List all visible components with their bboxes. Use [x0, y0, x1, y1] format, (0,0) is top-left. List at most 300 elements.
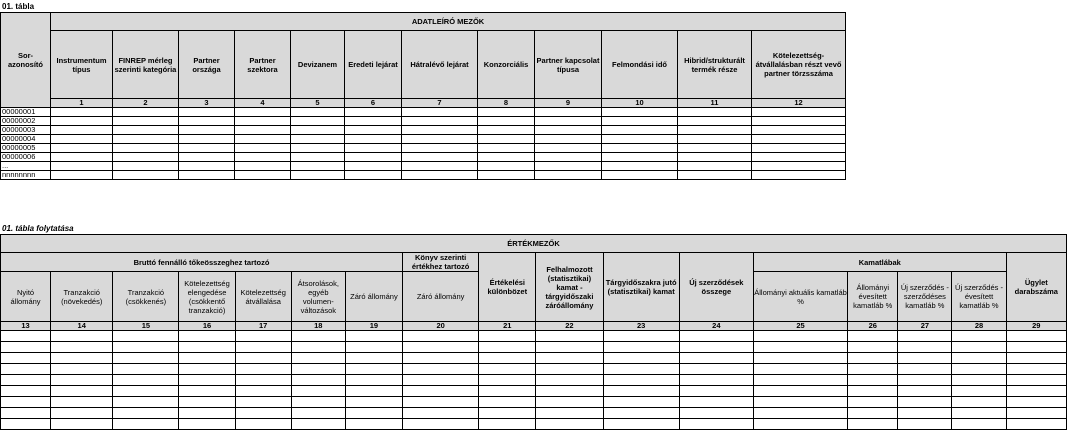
- data-cell[interactable]: [752, 144, 846, 153]
- data-cell[interactable]: [602, 171, 678, 180]
- data-cell[interactable]: [479, 408, 536, 419]
- column-number-12: 12: [752, 99, 846, 108]
- table-row: [1, 117, 846, 126]
- data-cell[interactable]: [848, 375, 898, 386]
- table-row: [1, 342, 1067, 353]
- data-cell[interactable]: [403, 331, 479, 342]
- data-cell[interactable]: [235, 375, 291, 386]
- data-cell[interactable]: [535, 108, 602, 117]
- data-cell[interactable]: [752, 126, 846, 135]
- data-cell[interactable]: [179, 342, 235, 353]
- data-cell[interactable]: [291, 144, 345, 153]
- row-id: ...: [1, 162, 51, 171]
- data-cell[interactable]: [1006, 353, 1066, 364]
- data-cell[interactable]: [235, 144, 291, 153]
- data-cell[interactable]: [51, 386, 113, 397]
- data-cell[interactable]: [179, 386, 235, 397]
- data-cell[interactable]: [952, 375, 1006, 386]
- data-cell[interactable]: [898, 375, 952, 386]
- data-cell[interactable]: [291, 408, 345, 419]
- data-cell[interactable]: [403, 375, 479, 386]
- data-cell[interactable]: [235, 331, 291, 342]
- data-cell[interactable]: [402, 117, 478, 126]
- data-cell[interactable]: [113, 171, 179, 180]
- data-cell[interactable]: [345, 117, 402, 126]
- data-cell[interactable]: [479, 342, 536, 353]
- data-cell[interactable]: [402, 135, 478, 144]
- data-cell[interactable]: [403, 419, 479, 430]
- data-cell[interactable]: [179, 364, 235, 375]
- data-cell[interactable]: [1006, 419, 1066, 430]
- column-header-18: Átsorolások, egyéb volumen-változások: [291, 272, 345, 322]
- column-header-11: Hibrid/strukturált termék része: [678, 31, 752, 99]
- group-header-descriptive: ADATLEÍRÓ MEZŐK: [51, 13, 846, 31]
- data-cell[interactable]: [291, 108, 345, 117]
- data-cell[interactable]: [345, 386, 402, 397]
- data-cell[interactable]: [602, 135, 678, 144]
- data-cell[interactable]: [179, 135, 235, 144]
- data-cell[interactable]: [603, 353, 679, 364]
- data-cell[interactable]: [235, 162, 291, 171]
- data-cell[interactable]: [602, 144, 678, 153]
- data-cell[interactable]: [402, 153, 478, 162]
- data-cell[interactable]: [952, 397, 1006, 408]
- data-cell[interactable]: [113, 117, 179, 126]
- data-cell[interactable]: [679, 386, 753, 397]
- data-cell[interactable]: [113, 386, 179, 397]
- table-row: [1, 135, 846, 144]
- data-cell[interactable]: [478, 126, 535, 135]
- data-cell[interactable]: [345, 108, 402, 117]
- data-cell[interactable]: [51, 135, 113, 144]
- data-cell[interactable]: [536, 364, 603, 375]
- data-cell[interactable]: [51, 117, 113, 126]
- column-header-14: Tranzakció (növekedés): [51, 272, 113, 322]
- data-cell[interactable]: [479, 419, 536, 430]
- data-cell[interactable]: [848, 408, 898, 419]
- data-cell[interactable]: [1, 342, 51, 353]
- data-cell[interactable]: [291, 117, 345, 126]
- data-cell[interactable]: [1006, 375, 1066, 386]
- data-cell[interactable]: [536, 331, 603, 342]
- data-cell[interactable]: [51, 126, 113, 135]
- data-cell[interactable]: [345, 331, 402, 342]
- data-cell[interactable]: [478, 162, 535, 171]
- data-cell[interactable]: [113, 144, 179, 153]
- data-cell[interactable]: [535, 117, 602, 126]
- data-cell[interactable]: [479, 375, 536, 386]
- data-cell[interactable]: [535, 126, 602, 135]
- data-cell[interactable]: [1006, 386, 1066, 397]
- data-cell[interactable]: [678, 126, 752, 135]
- column-header-7: Hátralévő lejárat: [402, 31, 478, 99]
- data-cell[interactable]: [113, 126, 179, 135]
- data-cell[interactable]: [179, 419, 235, 430]
- data-cell[interactable]: [113, 342, 179, 353]
- column-header-8: Konzorciális: [478, 31, 535, 99]
- column-header-12: Kötelezettség-átvállalásban részt vevő partner törzsszáma: [752, 31, 846, 99]
- data-cell[interactable]: [291, 331, 345, 342]
- table-row: [1, 171, 846, 180]
- data-cell[interactable]: [848, 364, 898, 375]
- data-cell[interactable]: [678, 153, 752, 162]
- data-cell[interactable]: [752, 117, 846, 126]
- data-cell[interactable]: [179, 331, 235, 342]
- column-header-2: FINREP mérleg szerinti kategória: [113, 31, 179, 99]
- column-number-23: 23: [603, 322, 679, 331]
- data-cell[interactable]: [536, 375, 603, 386]
- data-cell[interactable]: [603, 375, 679, 386]
- data-cell[interactable]: [679, 364, 753, 375]
- data-cell[interactable]: [678, 171, 752, 180]
- data-cell[interactable]: [752, 171, 846, 180]
- data-cell[interactable]: [753, 331, 847, 342]
- data-cell[interactable]: [898, 408, 952, 419]
- column-header-25: Állományi aktuális kamatláb %: [753, 272, 847, 322]
- data-cell[interactable]: [235, 153, 291, 162]
- column-number-17: 17: [235, 322, 291, 331]
- data-cell[interactable]: [402, 108, 478, 117]
- column-number-19: 19: [345, 322, 402, 331]
- data-cell[interactable]: [679, 419, 753, 430]
- data-cell[interactable]: [179, 408, 235, 419]
- data-cell[interactable]: [291, 162, 345, 171]
- data-cell[interactable]: [1, 397, 51, 408]
- data-cell[interactable]: [235, 397, 291, 408]
- column-number-3: 3: [179, 99, 235, 108]
- data-cell[interactable]: [848, 419, 898, 430]
- data-cell[interactable]: [345, 144, 402, 153]
- data-cell[interactable]: [403, 408, 479, 419]
- data-cell[interactable]: [291, 342, 345, 353]
- data-cell[interactable]: [345, 419, 402, 430]
- data-cell[interactable]: [602, 126, 678, 135]
- data-cell[interactable]: [345, 353, 402, 364]
- data-cell[interactable]: [679, 397, 753, 408]
- data-cell[interactable]: [345, 364, 402, 375]
- data-cell[interactable]: [898, 331, 952, 342]
- column-number-6: 6: [345, 99, 402, 108]
- data-cell[interactable]: [898, 342, 952, 353]
- data-cell[interactable]: [291, 364, 345, 375]
- data-cell[interactable]: [752, 135, 846, 144]
- data-cell[interactable]: [952, 386, 1006, 397]
- data-cell[interactable]: [113, 153, 179, 162]
- data-cell[interactable]: [402, 171, 478, 180]
- data-cell[interactable]: [479, 397, 536, 408]
- data-cell[interactable]: [345, 397, 402, 408]
- column-number-1: 1: [51, 99, 113, 108]
- data-cell[interactable]: [602, 108, 678, 117]
- data-cell[interactable]: [535, 162, 602, 171]
- table-row: [1, 108, 846, 117]
- data-cell[interactable]: [403, 342, 479, 353]
- data-cell[interactable]: [291, 126, 345, 135]
- data-cell[interactable]: [235, 364, 291, 375]
- data-cell[interactable]: [678, 108, 752, 117]
- data-cell[interactable]: [478, 117, 535, 126]
- data-cell[interactable]: [179, 153, 235, 162]
- data-cell[interactable]: [345, 171, 402, 180]
- data-cell[interactable]: [1006, 364, 1066, 375]
- row-id: 00000006: [1, 153, 51, 162]
- data-cell[interactable]: [602, 117, 678, 126]
- data-cell[interactable]: [235, 353, 291, 364]
- data-cell[interactable]: [603, 386, 679, 397]
- data-cell[interactable]: [536, 408, 603, 419]
- data-cell[interactable]: [179, 171, 235, 180]
- data-cell[interactable]: [679, 408, 753, 419]
- data-cell[interactable]: [51, 108, 113, 117]
- table-row: [1, 331, 1067, 342]
- column-number-28: 28: [952, 322, 1006, 331]
- data-cell[interactable]: [848, 353, 898, 364]
- row-id: 00000005: [1, 144, 51, 153]
- data-cell[interactable]: [345, 408, 402, 419]
- table-row: [1, 375, 1067, 386]
- data-cell[interactable]: [291, 419, 345, 430]
- data-cell[interactable]: [536, 342, 603, 353]
- data-cell[interactable]: [1006, 342, 1066, 353]
- data-cell[interactable]: [679, 342, 753, 353]
- data-cell[interactable]: [1, 331, 51, 342]
- data-cell[interactable]: [753, 375, 847, 386]
- data-cell[interactable]: [479, 331, 536, 342]
- data-cell[interactable]: [1006, 331, 1066, 342]
- data-cell[interactable]: [113, 353, 179, 364]
- data-cell[interactable]: [402, 162, 478, 171]
- column-header-17: Kötelezettség átvállalása: [235, 272, 291, 322]
- data-cell[interactable]: [291, 386, 345, 397]
- data-cell[interactable]: [753, 397, 847, 408]
- data-cell[interactable]: [602, 153, 678, 162]
- data-cell[interactable]: [1006, 397, 1066, 408]
- data-cell[interactable]: [753, 342, 847, 353]
- data-cell[interactable]: [848, 331, 898, 342]
- data-cell[interactable]: [898, 364, 952, 375]
- data-cell[interactable]: [1, 375, 51, 386]
- data-cell[interactable]: [479, 386, 536, 397]
- data-cell[interactable]: [478, 144, 535, 153]
- data-cell[interactable]: [848, 342, 898, 353]
- data-cell[interactable]: [602, 162, 678, 171]
- data-cell[interactable]: [51, 342, 113, 353]
- row-id: 00000003: [1, 126, 51, 135]
- column-number-15: 15: [113, 322, 179, 331]
- data-cell[interactable]: [535, 153, 602, 162]
- data-cell[interactable]: [403, 397, 479, 408]
- data-cell[interactable]: [898, 419, 952, 430]
- data-cell[interactable]: [345, 162, 402, 171]
- data-cell[interactable]: [179, 126, 235, 135]
- data-cell[interactable]: [678, 144, 752, 153]
- table-row: [1, 162, 846, 171]
- data-cell[interactable]: [51, 353, 113, 364]
- data-cell[interactable]: [603, 408, 679, 419]
- data-cell[interactable]: [1, 408, 51, 419]
- data-cell[interactable]: [235, 408, 291, 419]
- data-cell[interactable]: [235, 108, 291, 117]
- data-cell[interactable]: [952, 364, 1006, 375]
- data-cell[interactable]: [752, 162, 846, 171]
- data-cell[interactable]: [235, 342, 291, 353]
- data-cell[interactable]: [51, 162, 113, 171]
- data-cell[interactable]: [952, 419, 1006, 430]
- data-cell[interactable]: [402, 126, 478, 135]
- data-cell[interactable]: [113, 375, 179, 386]
- data-cell[interactable]: [898, 397, 952, 408]
- data-cell[interactable]: [478, 153, 535, 162]
- table-row: [1, 153, 846, 162]
- data-cell[interactable]: [478, 108, 535, 117]
- data-cell[interactable]: [179, 144, 235, 153]
- row-id-header: Sor-azonosító: [1, 13, 51, 108]
- data-cell[interactable]: [752, 153, 846, 162]
- data-cell[interactable]: [603, 397, 679, 408]
- data-cell[interactable]: [603, 342, 679, 353]
- data-cell[interactable]: [113, 108, 179, 117]
- row-id: 00000002: [1, 117, 51, 126]
- column-header-15: Tranzakció (csökkenés): [113, 272, 179, 322]
- data-cell[interactable]: [952, 342, 1006, 353]
- data-cell[interactable]: [113, 135, 179, 144]
- header-deal-count: Ügylet darabszáma: [1006, 253, 1066, 322]
- data-cell[interactable]: [113, 162, 179, 171]
- data-cell[interactable]: [753, 419, 847, 430]
- data-cell[interactable]: [752, 108, 846, 117]
- data-cell[interactable]: [1, 364, 51, 375]
- data-cell[interactable]: [113, 331, 179, 342]
- data-cell[interactable]: [536, 397, 603, 408]
- column-header-3: Partner országa: [179, 31, 235, 99]
- data-cell[interactable]: [679, 331, 753, 342]
- data-cell[interactable]: [291, 135, 345, 144]
- column-header-27: Új szerződés - szerződéses kamatláb %: [898, 272, 952, 322]
- data-cell[interactable]: [753, 364, 847, 375]
- row-id: 00000001: [1, 108, 51, 117]
- data-cell[interactable]: [235, 135, 291, 144]
- data-cell[interactable]: [753, 408, 847, 419]
- data-cell[interactable]: [179, 353, 235, 364]
- column-number-16: 16: [179, 322, 235, 331]
- data-cell[interactable]: [403, 364, 479, 375]
- data-cell[interactable]: [535, 144, 602, 153]
- column-header-28: Új szerződés - évesített kamatláb %: [952, 272, 1006, 322]
- data-cell[interactable]: [753, 386, 847, 397]
- data-cell[interactable]: [535, 135, 602, 144]
- data-cell[interactable]: [678, 162, 752, 171]
- column-number-29: 29: [1006, 322, 1066, 331]
- data-cell[interactable]: [952, 408, 1006, 419]
- data-cell[interactable]: [535, 171, 602, 180]
- data-cell[interactable]: [1, 353, 51, 364]
- data-cell[interactable]: [1006, 408, 1066, 419]
- data-cell[interactable]: [898, 386, 952, 397]
- data-cell[interactable]: [51, 171, 113, 180]
- data-cell[interactable]: [479, 364, 536, 375]
- table-row: [1, 408, 1067, 419]
- data-cell[interactable]: [235, 419, 291, 430]
- data-cell[interactable]: [536, 419, 603, 430]
- data-cell[interactable]: [51, 397, 113, 408]
- data-cell[interactable]: [113, 419, 179, 430]
- data-cell[interactable]: [478, 135, 535, 144]
- data-cell[interactable]: [179, 108, 235, 117]
- column-header-20: Záró állomány: [403, 272, 479, 322]
- data-cell[interactable]: [403, 353, 479, 364]
- data-cell[interactable]: [179, 375, 235, 386]
- data-cell[interactable]: [235, 386, 291, 397]
- column-number-4: 4: [235, 99, 291, 108]
- data-cell[interactable]: [291, 375, 345, 386]
- data-cell[interactable]: [679, 375, 753, 386]
- column-header-1: Instrumentum típus: [51, 31, 113, 99]
- data-cell[interactable]: [536, 386, 603, 397]
- data-cell[interactable]: [952, 331, 1006, 342]
- data-cell[interactable]: [291, 353, 345, 364]
- data-cell[interactable]: [291, 397, 345, 408]
- data-cell[interactable]: [536, 353, 603, 364]
- header-new-contracts-amount: Új szerződések összege: [679, 253, 753, 322]
- data-cell[interactable]: [179, 162, 235, 171]
- data-cell[interactable]: [478, 171, 535, 180]
- data-cell[interactable]: [235, 171, 291, 180]
- data-cell[interactable]: [113, 364, 179, 375]
- column-number-27: 27: [898, 322, 952, 331]
- data-cell[interactable]: [51, 153, 113, 162]
- data-cell[interactable]: [51, 408, 113, 419]
- data-cell[interactable]: [848, 386, 898, 397]
- data-cell[interactable]: [1, 419, 51, 430]
- data-cell[interactable]: [898, 353, 952, 364]
- column-header-5: Devizanem: [291, 31, 345, 99]
- data-cell[interactable]: [345, 135, 402, 144]
- data-cell[interactable]: [345, 153, 402, 162]
- data-cell[interactable]: [479, 353, 536, 364]
- data-cell[interactable]: [603, 331, 679, 342]
- data-cell[interactable]: [345, 375, 402, 386]
- data-cell[interactable]: [51, 331, 113, 342]
- data-cell[interactable]: [291, 153, 345, 162]
- data-cell[interactable]: [753, 353, 847, 364]
- data-cell[interactable]: [678, 135, 752, 144]
- data-cell[interactable]: [235, 117, 291, 126]
- data-cell[interactable]: [402, 144, 478, 153]
- data-cell[interactable]: [603, 364, 679, 375]
- data-cell[interactable]: [952, 353, 1006, 364]
- data-cell[interactable]: [291, 171, 345, 180]
- data-cell[interactable]: [113, 397, 179, 408]
- data-cell[interactable]: [679, 353, 753, 364]
- group-header-values: ÉRTÉKMEZŐK: [1, 235, 1067, 253]
- data-cell[interactable]: [678, 117, 752, 126]
- data-cell[interactable]: [51, 144, 113, 153]
- data-cell[interactable]: [345, 342, 402, 353]
- data-cell[interactable]: [848, 397, 898, 408]
- data-cell[interactable]: [51, 375, 113, 386]
- data-cell[interactable]: [403, 386, 479, 397]
- data-cell[interactable]: [235, 126, 291, 135]
- data-cell[interactable]: [179, 397, 235, 408]
- data-cell[interactable]: [179, 117, 235, 126]
- data-cell[interactable]: [1, 386, 51, 397]
- data-cell[interactable]: [345, 126, 402, 135]
- data-cell[interactable]: [113, 408, 179, 419]
- data-cell[interactable]: [603, 419, 679, 430]
- data-cell[interactable]: [51, 419, 113, 430]
- column-number-2: 2: [113, 99, 179, 108]
- data-cell[interactable]: [51, 364, 113, 375]
